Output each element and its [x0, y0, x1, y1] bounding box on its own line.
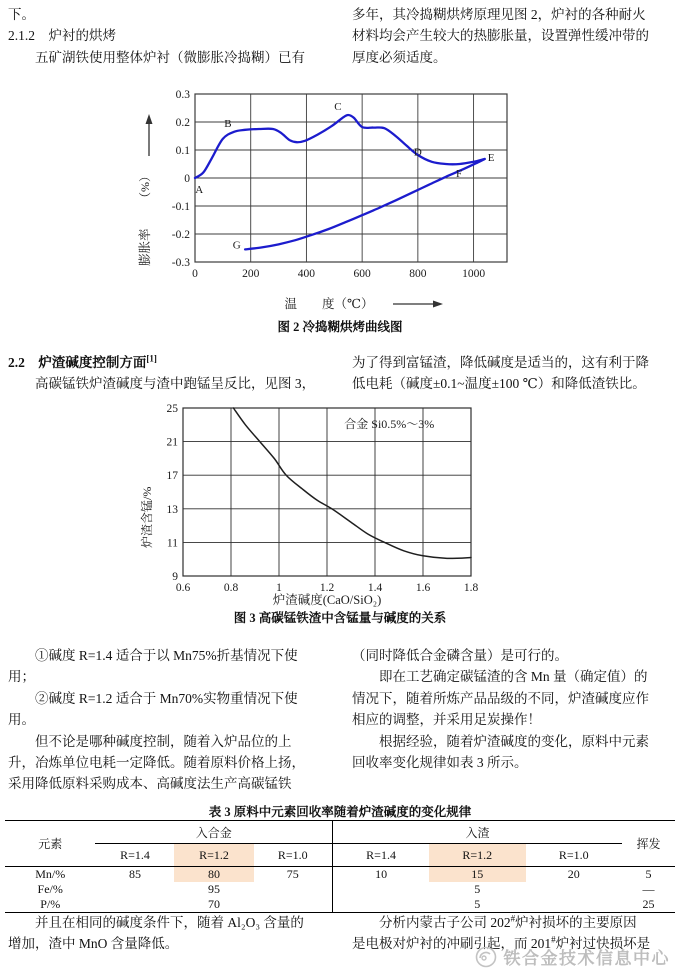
cell: [526, 882, 622, 897]
table-row: [5, 882, 675, 897]
paragraph-line: 即在工艺确定碳锰渣的含 Mn 量（确定值）的: [352, 669, 648, 685]
top-text-block: [8, 4, 672, 68]
svg-text:C: C: [334, 100, 342, 113]
svg-text:炉渣含锰/%: 炉渣含锰/%: [140, 486, 154, 548]
column-right: [352, 645, 672, 795]
cell: [254, 897, 333, 913]
paragraph-line: 高碳锰铁炉渣碱度与渣中跑锰呈反比，见图 3，: [8, 376, 316, 392]
paragraph-line: 厚度必须适度。: [352, 49, 447, 65]
col-header-r: R=1.0: [254, 844, 333, 867]
svg-text:25: 25: [166, 403, 178, 415]
svg-text:E: E: [487, 152, 495, 164]
col-header-element: 元素: [5, 821, 95, 867]
cell: 25: [642, 897, 655, 911]
paragraph-line: 根据经验，随着炉渣碱度的变化，原料中元素: [352, 733, 649, 749]
citation-marker: [1]: [146, 353, 157, 364]
watermark: [474, 944, 671, 969]
svg-text:F: F: [456, 167, 463, 180]
middle-text-block: [8, 645, 672, 795]
column-right: [352, 352, 672, 395]
svg-text:-0.3: -0.3: [171, 257, 190, 269]
svg-text:1.2: 1.2: [319, 582, 335, 594]
svg-text:0.2: 0.2: [175, 117, 190, 129]
cell: [95, 897, 174, 913]
svg-text:膨胀率: 膨胀率: [138, 228, 152, 266]
cell: 85: [128, 867, 141, 881]
svg-text:D: D: [413, 146, 422, 159]
svg-text:-0.1: -0.1: [171, 201, 190, 213]
cell: 5: [474, 897, 481, 911]
row-label: Fe/%: [37, 882, 63, 896]
paragraph-line: ①碱度 R=1.4 适合于以 Mn75%折基情况下使: [8, 648, 298, 663]
svg-text:（%）: （%）: [138, 170, 152, 204]
col-header-r: R=1.2: [174, 844, 253, 867]
cell: 15: [429, 867, 525, 883]
svg-text:200: 200: [242, 268, 260, 280]
paragraph-line: 用；: [8, 669, 35, 685]
paragraph-line: 是电极对炉衬的冲刷引起，而 201#炉衬过快损坏是: [352, 934, 651, 952]
section-2-1-2-heading: 2.1.2 炉衬的烘烤: [8, 28, 116, 44]
table3: [5, 820, 675, 913]
cell: 5: [645, 867, 652, 881]
paragraph-line: 分析内蒙古子公司 202#炉衬损坏的主要原因: [352, 913, 637, 930]
cell: 80: [174, 867, 253, 883]
number-superscript: #: [551, 934, 556, 945]
figure3-caption: 图 3 高碳锰铁渣中含锰量与碱度的关系: [233, 611, 447, 625]
number-superscript: #: [510, 913, 516, 924]
cell: —: [642, 882, 655, 896]
paragraph-line: 情况下，随着所炼产品品级的不同，炉渣碱度应作: [352, 690, 649, 706]
paragraph-line: 相应的调整，并采用足炭操作！: [352, 712, 541, 728]
paragraph-line: 用。: [8, 712, 35, 728]
svg-text:600: 600: [353, 268, 371, 280]
paragraph-line: 低电耗（碱度±0.1~温度±100 ℃）和降低渣铁比。: [352, 376, 646, 392]
cell: [254, 882, 333, 897]
svg-text:9: 9: [172, 571, 178, 583]
svg-text:0: 0: [192, 268, 198, 280]
cell: 95: [208, 882, 220, 896]
svg-text:1: 1: [276, 582, 282, 594]
svg-text:11: 11: [166, 537, 178, 550]
column-left: [8, 645, 328, 795]
table3-caption: 表 3 原料中元素回收率随着炉渣碱度的变化规律: [208, 805, 472, 819]
cell: 10: [333, 867, 429, 883]
figure2-chart: [0, 84, 680, 318]
paragraph-line: 材料均会产生较大的热膨胀量，设置弹性缓冲带的: [352, 28, 649, 44]
paragraph-line: ②碱度 R=1.2 适合于 Mn70%实物重情况下使: [8, 690, 298, 706]
paragraph-line: 增加，渣中 MnO 含量降低。: [8, 936, 179, 952]
svg-text:800: 800: [409, 268, 427, 280]
paragraph-line: 下。: [8, 7, 35, 22]
paragraph-line: 多年，其冷捣糊烘烤原理见图 2，炉衬的各种耐火: [352, 7, 646, 22]
svg-text:炉渣碱度(CaO/SiO₂): 炉渣碱度(CaO/SiO₂): [272, 593, 382, 607]
heading-number: 2.2: [8, 355, 25, 370]
paragraph-line: 五矿湖铁使用整体炉衬（微膨胀冷捣糊）已有: [8, 49, 305, 65]
watermark-text: 铁合金技术信息中心: [503, 949, 670, 968]
svg-text:13: 13: [166, 503, 178, 516]
cell: [333, 897, 429, 913]
column-left: [8, 912, 328, 955]
svg-text:0.1: 0.1: [175, 145, 190, 157]
paragraph-line: 并且在相同的碱度条件下，随着 Al₂O₃ 含量的: [8, 915, 304, 930]
paragraph-line: 升，冶炼单位电耗一定降低。随着原料价格上扬，: [8, 755, 305, 771]
figure2-caption: 图 2 冷捣糊烘烤曲线图: [277, 320, 403, 334]
heading-text: 炉渣碱度控制方面: [38, 355, 147, 370]
col-header-r: R=1.4: [95, 844, 174, 867]
column-right: [352, 4, 672, 68]
svg-text:400: 400: [297, 268, 316, 280]
svg-text:-0.2: -0.2: [171, 229, 190, 241]
cell: 20: [567, 867, 580, 881]
svg-text:0.6: 0.6: [175, 582, 191, 594]
paragraph-line: 回收率变化规律如表 3 所示。: [352, 755, 528, 771]
col-header-r: R=1.4: [333, 844, 429, 867]
cell: [333, 882, 429, 897]
cell: [95, 882, 174, 897]
svg-text:合金 Si0.5%～3%: 合金 Si0.5%～3%: [344, 417, 435, 431]
paragraph-line: （同时降低合金磷含量）是可行的。: [352, 648, 568, 663]
cell: 5: [474, 882, 481, 896]
svg-text:21: 21: [166, 436, 178, 449]
svg-text:0.8: 0.8: [223, 582, 239, 594]
row-label: P/%: [40, 897, 61, 911]
svg-text:温 度（℃）: 温 度（℃）: [284, 297, 374, 311]
col-header-volatile: 挥发: [622, 821, 675, 867]
paragraph-line: 采用降低原料采购成本、高碱度法生产高碳锰铁: [8, 776, 292, 792]
col-header-r: R=1.2: [429, 844, 525, 867]
column-left: [8, 352, 328, 395]
section-2-2-heading: [8, 352, 328, 373]
column-left: [8, 4, 328, 68]
section-2-2-block: [8, 352, 672, 395]
paragraph-line: 但不论是哪种碱度控制，随着入炉品位的上: [8, 733, 292, 749]
svg-text:1000: 1000: [462, 268, 486, 280]
cell: 70: [208, 897, 220, 911]
table-row: [5, 867, 675, 883]
svg-text:17: 17: [166, 470, 178, 483]
row-label: Mn/%: [35, 867, 66, 881]
watermark-logo-icon: [474, 945, 498, 969]
svg-text:G: G: [232, 239, 241, 252]
svg-text:B: B: [224, 117, 232, 130]
paragraph-line: 为了得到富锰渣，降低碱度是适当的，这有利于降: [352, 355, 649, 370]
cell: 75: [286, 867, 299, 881]
cell: [526, 897, 622, 913]
figure3-chart: [0, 402, 680, 612]
table-row: [5, 897, 675, 913]
group-header-slag: 入渣: [333, 821, 622, 844]
col-header-r: R=1.0: [526, 844, 622, 867]
group-header-alloy: 入合金: [95, 821, 332, 844]
svg-text:0: 0: [184, 173, 190, 185]
svg-text:1.8: 1.8: [463, 582, 479, 594]
svg-text:1.4: 1.4: [367, 582, 383, 594]
svg-text:1.6: 1.6: [415, 582, 431, 594]
svg-text:0.3: 0.3: [175, 89, 190, 101]
svg-text:A: A: [195, 184, 204, 197]
